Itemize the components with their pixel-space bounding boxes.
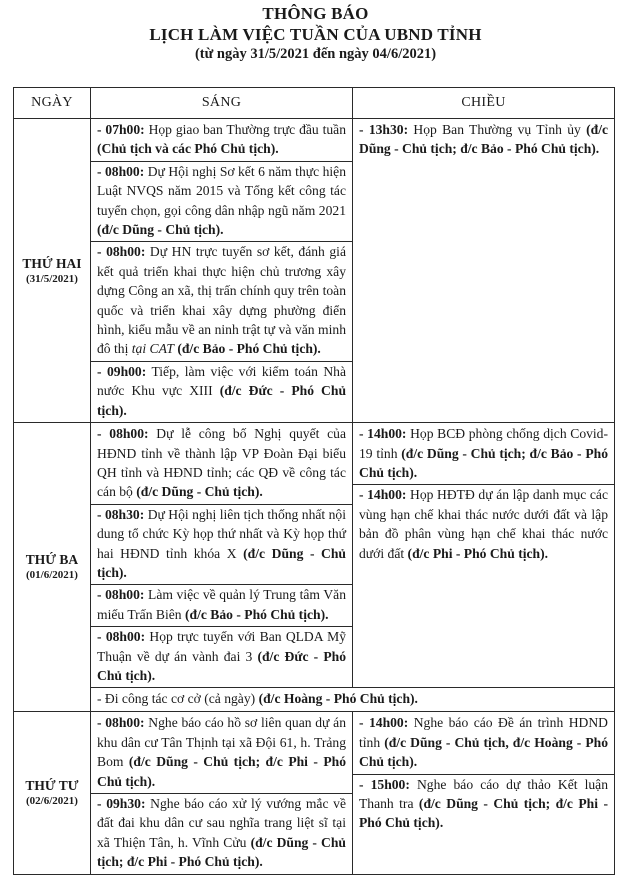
- schedule-item: - 07h00: Họp giao ban Thường trực đầu tuần (Chủ tịch và các Phó Chủ tịch).: [91, 120, 352, 162]
- day-cell: [14, 119, 91, 423]
- table-row-monday: [14, 119, 615, 423]
- schedule-item: - 15h00: Nghe báo cáo dự thảo Kết luận Thanh tra (đ/c Dũng - Chủ tịch; đ/c Phi - Phó Chủ tịch).: [359, 776, 609, 831]
- date-range: (từ ngày 31/5/2021 đến ngày 04/6/2021): [194, 46, 437, 62]
- day-date: (02/6/2021): [26, 795, 78, 807]
- schedule-item: - 13h30: Họp Ban Thường vụ Tỉnh ủy (đ/c Dũng - Chủ tịch; đ/c Bảo - Phó Chủ tịch).: [359, 122, 609, 157]
- day-name: THỨ TƯ: [25, 778, 79, 793]
- table-header-row: [14, 88, 615, 119]
- day-date: (31/5/2021): [26, 272, 78, 285]
- schedule-item: - 09h00: Tiếp, làm việc với kiểm toán Nhà nước Khu vực XIII (đ/c Đức - Phó Chủ tịch).: [97, 363, 346, 418]
- document-subtitle: LỊCH LÀM VIỆC TUẦN CỦA UBND TỈNH: [149, 25, 482, 44]
- schedule-item: - 08h00: Làm việc về quản lý Trung tâm Văn miếu Trấn Biên (đ/c Bảo - Phó Chủ tịch).: [91, 585, 352, 627]
- table-row-tuesday: [14, 423, 615, 688]
- full-day-cell: [91, 688, 615, 712]
- day-name: THỨ BA: [25, 552, 79, 568]
- full-day-item: - Đi công tác cơ cở (cả ngày) (đ/c Hoàng - Phó Chủ tịch).: [97, 691, 418, 707]
- day-cell: [14, 423, 91, 712]
- schedule-item: - 09h30: Nghe báo cáo xử lý vướng mắc về đất đai khu dân cư sau nghĩa trang liệt sĩ tại xã Thiện Tân, h. Vĩnh Cửu (đ/c Dũng - Chủ tịch; đ/c Phi - Phó Chủ tịch).: [97, 796, 346, 870]
- schedule-item: - 14h00: Họp BCĐ phòng chống dịch Covid-19 tỉnh (đ/c Dũng - Chủ tịch; đ/c Bảo - Phó Chủ tịch).: [353, 424, 614, 485]
- document-header: [0, 4, 631, 64]
- schedule-item: - 08h00: Nghe báo cáo hồ sơ liên quan dự án khu dân cư Tân Thịnh tại xã Đội 61, h. Trảng Bom (đ/c Dũng - Chủ tịch; đ/c Phi - Phó Chủ tịch).: [91, 713, 352, 794]
- afternoon-cell: [353, 119, 615, 423]
- schedule-item: - 08h00: Dự lễ công bố Nghị quyết của HĐND tỉnh về thành lập VP Đoàn Đại biểu QH tỉnh và HĐND tỉnh; các QĐ về công tác cán bộ (đ/c Dũng - Chủ tịch).: [91, 424, 352, 505]
- day-name: THỨ HAI: [22, 255, 82, 271]
- table-row-wednesday: [14, 712, 615, 874]
- schedule-table: [13, 87, 615, 875]
- morning-cell: [91, 712, 353, 874]
- column-header-day: NGÀY: [14, 88, 91, 119]
- column-header-afternoon: CHIỀU: [353, 88, 615, 119]
- morning-cell: [91, 119, 353, 423]
- afternoon-cell: [353, 423, 615, 688]
- schedule-item: - 14h00: Nghe báo cáo Đề án trình HDND tỉnh (đ/c Dũng - Chủ tịch, đ/c Hoàng - Phó Chủ tịch).: [353, 713, 614, 774]
- table-row-tuesday-full-day: [14, 688, 615, 712]
- schedule-item: - 08h00: Dự Hội nghị Sơ kết 6 năm thực hiện Luật NVQS năm 2015 và Tổng kết công tác tuyển chọn, gọi công dân nhập ngũ năm 2021 (đ/c Dũng - Chủ tịch).: [91, 162, 352, 243]
- day-date: (01/6/2021): [26, 569, 78, 582]
- schedule-item: - 08h30: Dự Hội nghị liên tịch thống nhất nội dung tổ chức Kỳ họp thứ nhất và Kỳ họp thứ hai HĐND tỉnh khóa X (đ/c Dũng - Chủ tịch).: [91, 505, 352, 586]
- column-header-morning: SÁNG: [91, 88, 353, 119]
- schedule-item: - 14h00: Họp HĐTĐ dự án lập danh mục các vùng hạn chế khai thác nước dưới đất và lập bản đồ phân vùng hạn chế khai thác nước dưới đất (đ/c Phi - Phó Chủ tịch).: [359, 487, 609, 561]
- day-cell: [14, 712, 91, 874]
- morning-cell: [91, 423, 353, 688]
- afternoon-cell: [353, 712, 615, 874]
- schedule-item: - 08h00: Họp trực tuyến với Ban QLDA Mỹ Thuận về dự án vành đai 3 (đ/c Đức - Phó Chủ tịch).: [97, 629, 347, 683]
- schedule-item: - 08h00: Dự HN trực tuyến sơ kết, đánh giá kết quả triển khai thực hiện chủ trương xây dựng Công an xã, thị trấn chính quy trên toàn quốc và triển khai xây dựng phường điển hình, kiểu mẫu về an ninh trật tự và văn minh đô thị tại CAT (đ/c Bảo - Phó Chủ tịch).: [91, 242, 352, 361]
- document-title: THÔNG BÁO: [262, 4, 369, 23]
